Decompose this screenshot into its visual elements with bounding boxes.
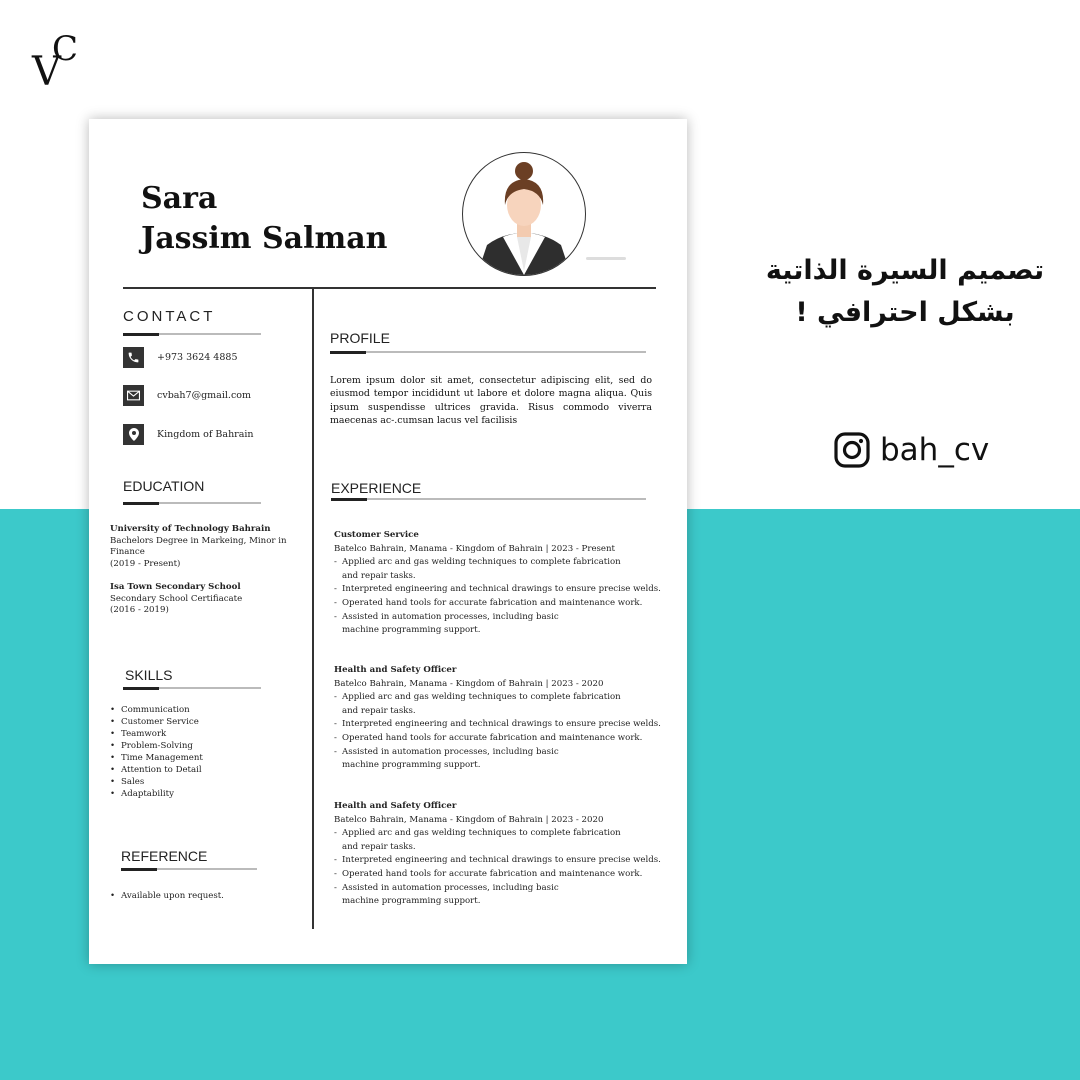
logo-letter-c: C	[52, 29, 79, 69]
promo-line-1: تصميم السيرة الذاتية	[765, 255, 1045, 286]
job-bullet: - Interpreted engineering and technical drawings to ensure precise welds.	[334, 583, 664, 597]
job-bullet: - Interpreted engineering and technical drawings to ensure precise welds.	[334, 854, 664, 868]
skill-item: • Adaptability	[110, 788, 203, 800]
job-bullet: - Applied arc and gas welding techniques to complete fabrication and repair tasks.	[334, 556, 627, 583]
education-school: Isa Town Secondary School	[110, 582, 241, 592]
education-degree: Bachelors Degree in Markeing, Minor in Finance	[110, 535, 287, 557]
job-bullet: - Assisted in automation processes, including basic machine programming support.	[334, 611, 592, 638]
promo-text	[760, 250, 1050, 334]
skill-item: • Customer Service	[110, 716, 203, 728]
skill-item: • Time Management	[110, 752, 203, 764]
job-bullet: - Assisted in automation processes, including basic machine programming support.	[334, 882, 592, 909]
job-title: Customer Service	[334, 530, 419, 540]
skills-heading: SKILLS	[125, 667, 173, 683]
education-years: (2019 - Present)	[110, 558, 181, 569]
contact-heading: CONTACT	[123, 308, 216, 325]
mail-icon	[123, 385, 144, 406]
instagram-icon	[834, 432, 870, 468]
job-bullet: - Assisted in automation processes, including basic machine programming support.	[334, 746, 592, 773]
avatar	[462, 152, 586, 276]
phone-icon	[123, 347, 144, 368]
woman-avatar-icon	[463, 153, 585, 275]
profile-text: Lorem ipsum dolor sit amet, consectetur adipiscing elit, sed do eiusmod tempor incididunt ut labore et dolore magna aliqua. Quis ipsum suspendisse ultrices gravida. Risus commodo viverra maecenas ac-.cumsan lacus vel facilisis	[330, 375, 652, 426]
contact-email	[123, 385, 251, 406]
contact-location	[123, 424, 254, 445]
logo-letter-v: V	[32, 49, 61, 95]
education-years: (2016 - 2019)	[110, 605, 169, 615]
header-divider	[123, 287, 656, 289]
promo-line-2: بشكل احترافي !	[795, 297, 1015, 328]
column-divider	[312, 287, 314, 929]
profile-heading: PROFILE	[330, 330, 390, 346]
phone-text: +973 3624 4885	[157, 352, 238, 363]
education-school: University of Technology Bahrain	[110, 524, 271, 534]
job-title: Health and Safety Officer	[334, 801, 457, 811]
education-item	[110, 582, 310, 617]
reference-rule	[121, 868, 257, 870]
education-heading: EDUCATION	[123, 478, 205, 494]
location-text: Kingdom of Bahrain	[157, 429, 254, 440]
skill-item: • Attention to Detail	[110, 764, 203, 776]
experience-job	[334, 664, 664, 773]
reference-heading: REFERENCE	[121, 848, 208, 864]
job-bullet: - Applied arc and gas welding techniques to complete fabrication and repair tasks.	[334, 827, 627, 854]
job-meta: Batelco Bahrain, Manama - Kingdom of Bahrain | 2023 - Present	[334, 543, 616, 554]
experience-heading: EXPERIENCE	[331, 480, 422, 496]
contact-rule	[123, 333, 261, 335]
skills-list	[110, 704, 203, 800]
first-name: Sara	[141, 181, 218, 216]
job-bullet: - Applied arc and gas welding techniques to complete fabrication and repair tasks.	[334, 691, 627, 718]
job-meta: Batelco Bahrain, Manama - Kingdom of Bahrain | 2023 - 2020	[334, 678, 604, 689]
experience-job	[334, 529, 664, 638]
skill-item: • Communication	[110, 704, 203, 716]
email-text: cvbah7@gmail.com	[157, 390, 251, 401]
experience-job	[334, 800, 664, 909]
photo-shadow	[586, 257, 626, 260]
cv-logo	[30, 29, 79, 95]
education-degree: Secondary School Certifiacate	[110, 593, 243, 604]
skill-item: • Sales	[110, 776, 203, 788]
contact-phone	[123, 347, 238, 368]
skills-rule	[123, 687, 261, 689]
reference-item: • Available upon request.	[110, 890, 224, 902]
instagram-handle: bah_cv	[880, 432, 990, 468]
job-meta: Batelco Bahrain, Manama - Kingdom of Bahrain | 2023 - 2020	[334, 814, 604, 825]
job-bullet: - Interpreted engineering and technical drawings to ensure precise welds.	[334, 718, 664, 732]
education-rule	[123, 502, 261, 504]
last-name: Jassim Salman	[141, 221, 388, 256]
education-item	[110, 524, 310, 570]
location-pin-icon	[123, 424, 144, 445]
experience-rule	[331, 498, 646, 500]
reference-list	[110, 890, 224, 902]
skill-item: • Teamwork	[110, 728, 203, 740]
job-bullet: - Operated hand tools for accurate fabrication and maintenance work.	[334, 732, 664, 746]
resume-page	[89, 119, 687, 964]
job-bullet: - Operated hand tools for accurate fabrication and maintenance work.	[334, 597, 664, 611]
job-title: Health and Safety Officer	[334, 665, 457, 675]
skill-item: • Problem-Solving	[110, 740, 203, 752]
profile-rule	[330, 351, 646, 353]
instagram-link[interactable]	[834, 432, 989, 468]
job-bullet: - Operated hand tools for accurate fabrication and maintenance work.	[334, 868, 664, 882]
